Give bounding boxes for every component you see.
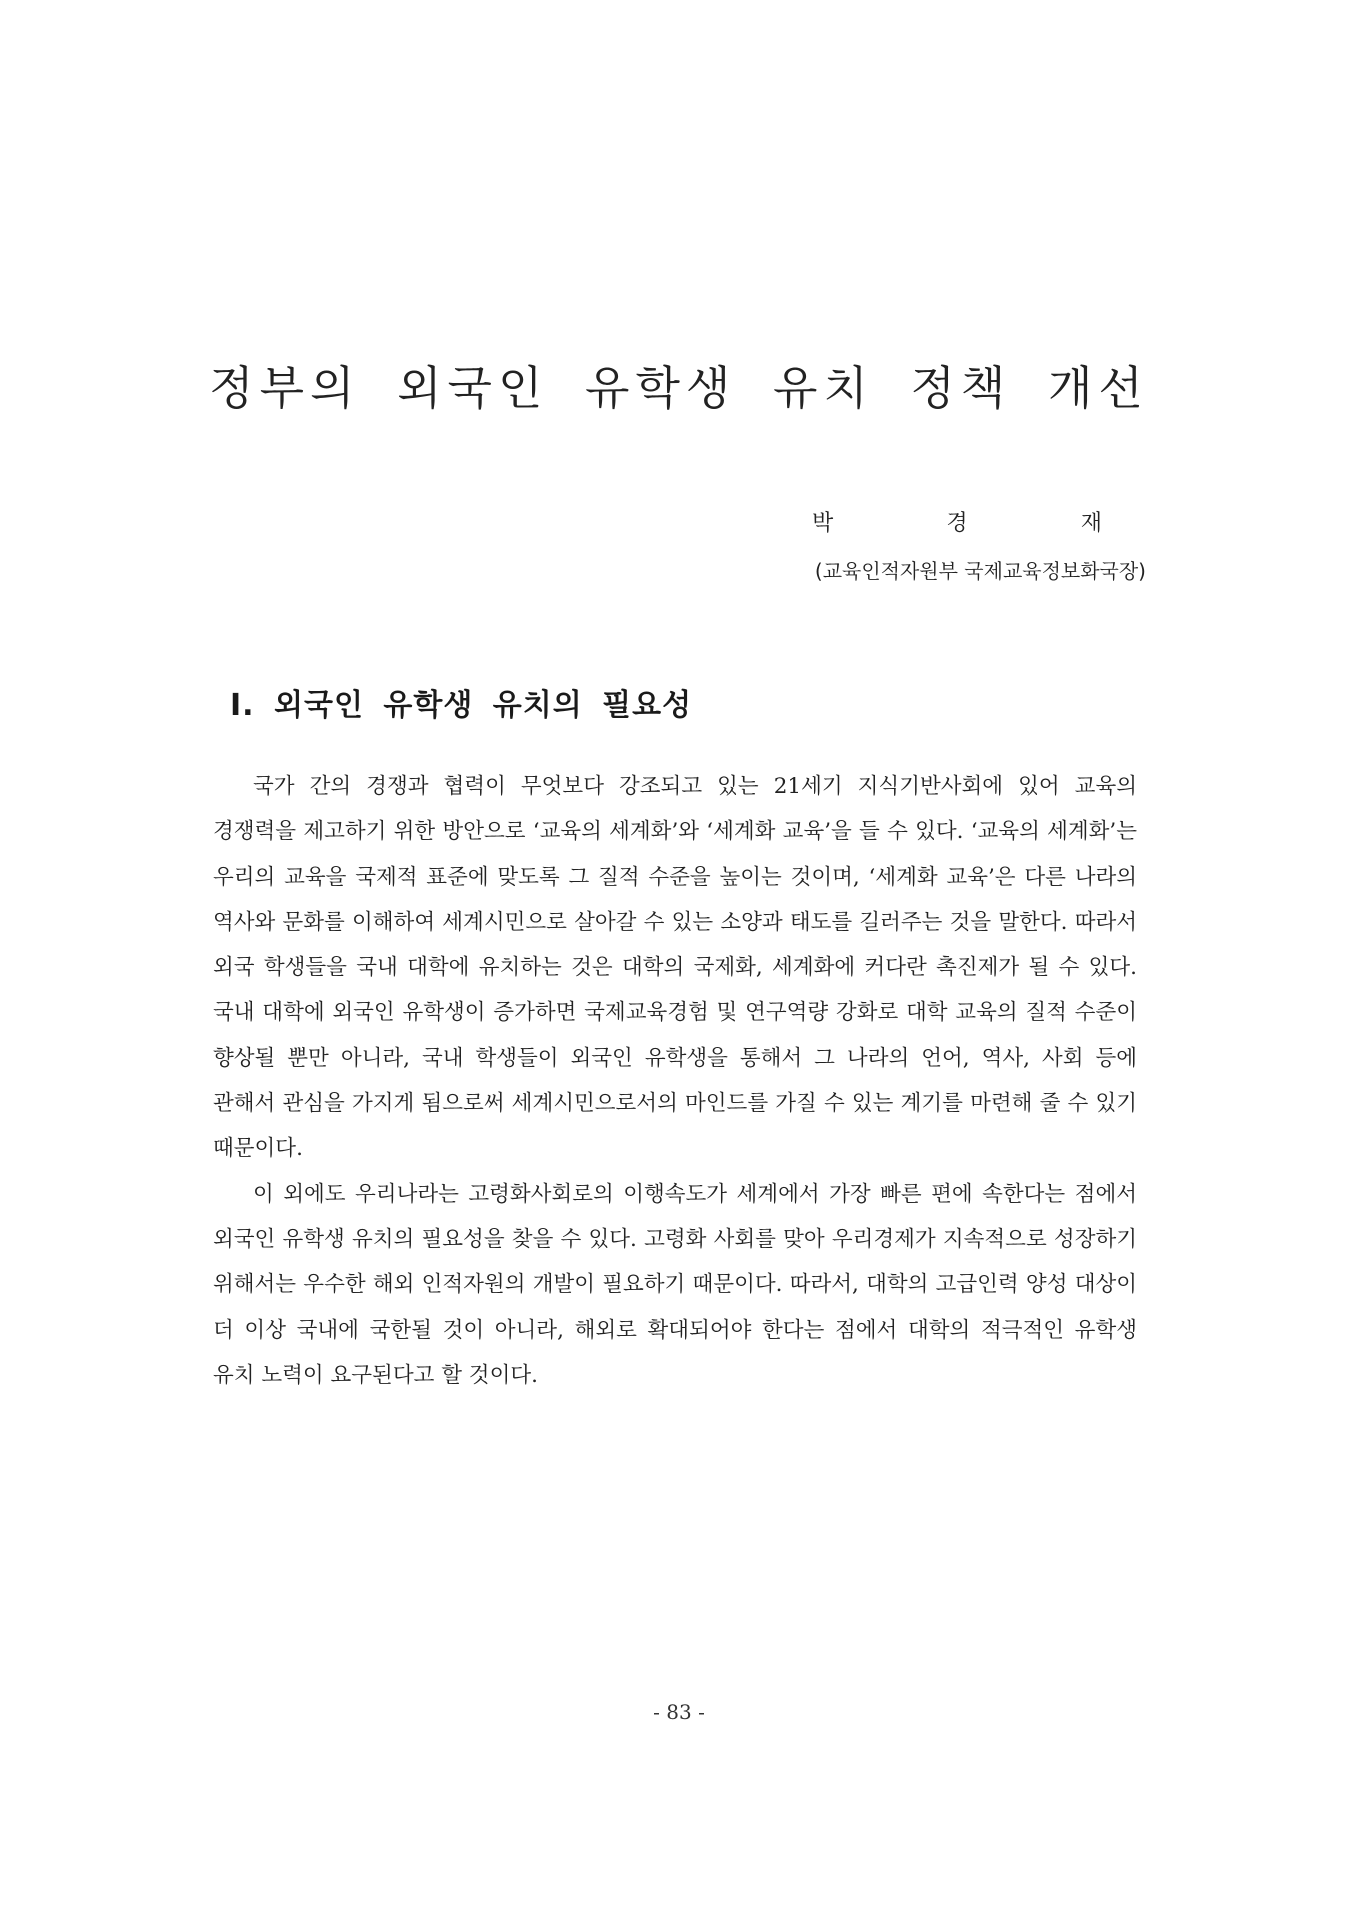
body-paragraph: 국가 간의 경쟁과 협력이 무엇보다 강조되고 있는 21세기 지식기반사회에 있어 교육의 경쟁력을 제고하기 위한 방안으로 ‘교육의 세계화’와 ‘세계화 교육’을 들 수 있다. ‘교육의 세계화’는 우리의 교육을 국제적 표준에 맞도록 그 질적 수준을 높이는 것이며, ‘세계화 교육’은 다른 나라의 역사와 문화를 이해하여 세계시민으로 살아갈 수 있는 소양과 태도를 길러주는 것을 말한다. 따라서 외국 학생들을 국내 대학에 유치하는 것은 대학의 국제화, 세계화에 커다란 촉진제가 될 수 있다. 국내 대학에 외국인 유학생이 증가하면 국제교육경험 및 연구역량 강화로 대학 교육의 질적 수준이 향상될 뿐만 아니라, 국내 학생들이 외국인 유학생을 통해서 그 나라의 언어, 역사, 사회 등에 관해서 관심을 가지게 됨으로써 세계시민으로서의 마인드를 가질 수 있는 계기를 마련해 줄 수 있기 때문이다. (213, 774, 1137, 1162)
section-body (213, 764, 1137, 1398)
section-heading: Ⅰ. 외국인 유학생 유치의 필요성 (230, 688, 693, 723)
author-affiliation: (교육인적자원부 국제교육정보화국장) (814, 559, 1146, 583)
author-name-char: 박 (812, 511, 834, 536)
body-paragraph: 이 외에도 우리나라는 고령화사회로의 이행속도가 세계에서 가장 빠른 편에 속한다는 점에서 외국인 유학생 유치의 필요성을 찾을 수 있다. 고령화 사회를 맞아 우리경제가 지속적으로 성장하기 위해서는 우수한 해외 인적자원의 개발이 필요하기 때문이다. 따라서, 대학의 고급인력 양성 대상이 더 이상 국내에 국한될 것이 아니라, 해외로 확대되어야 한다는 점에서 대학의 적극적인 유학생 유치 노력이 요구된다고 할 것이다. (213, 1181, 1137, 1388)
document-title: 정부의 외국인 유학생 유치 정책 개선 (209, 361, 1149, 415)
author-name-char: 경 (946, 511, 968, 536)
author-name-char: 재 (1080, 511, 1102, 536)
author-name (812, 506, 1102, 537)
page-number: - 83 - (653, 1700, 705, 1724)
